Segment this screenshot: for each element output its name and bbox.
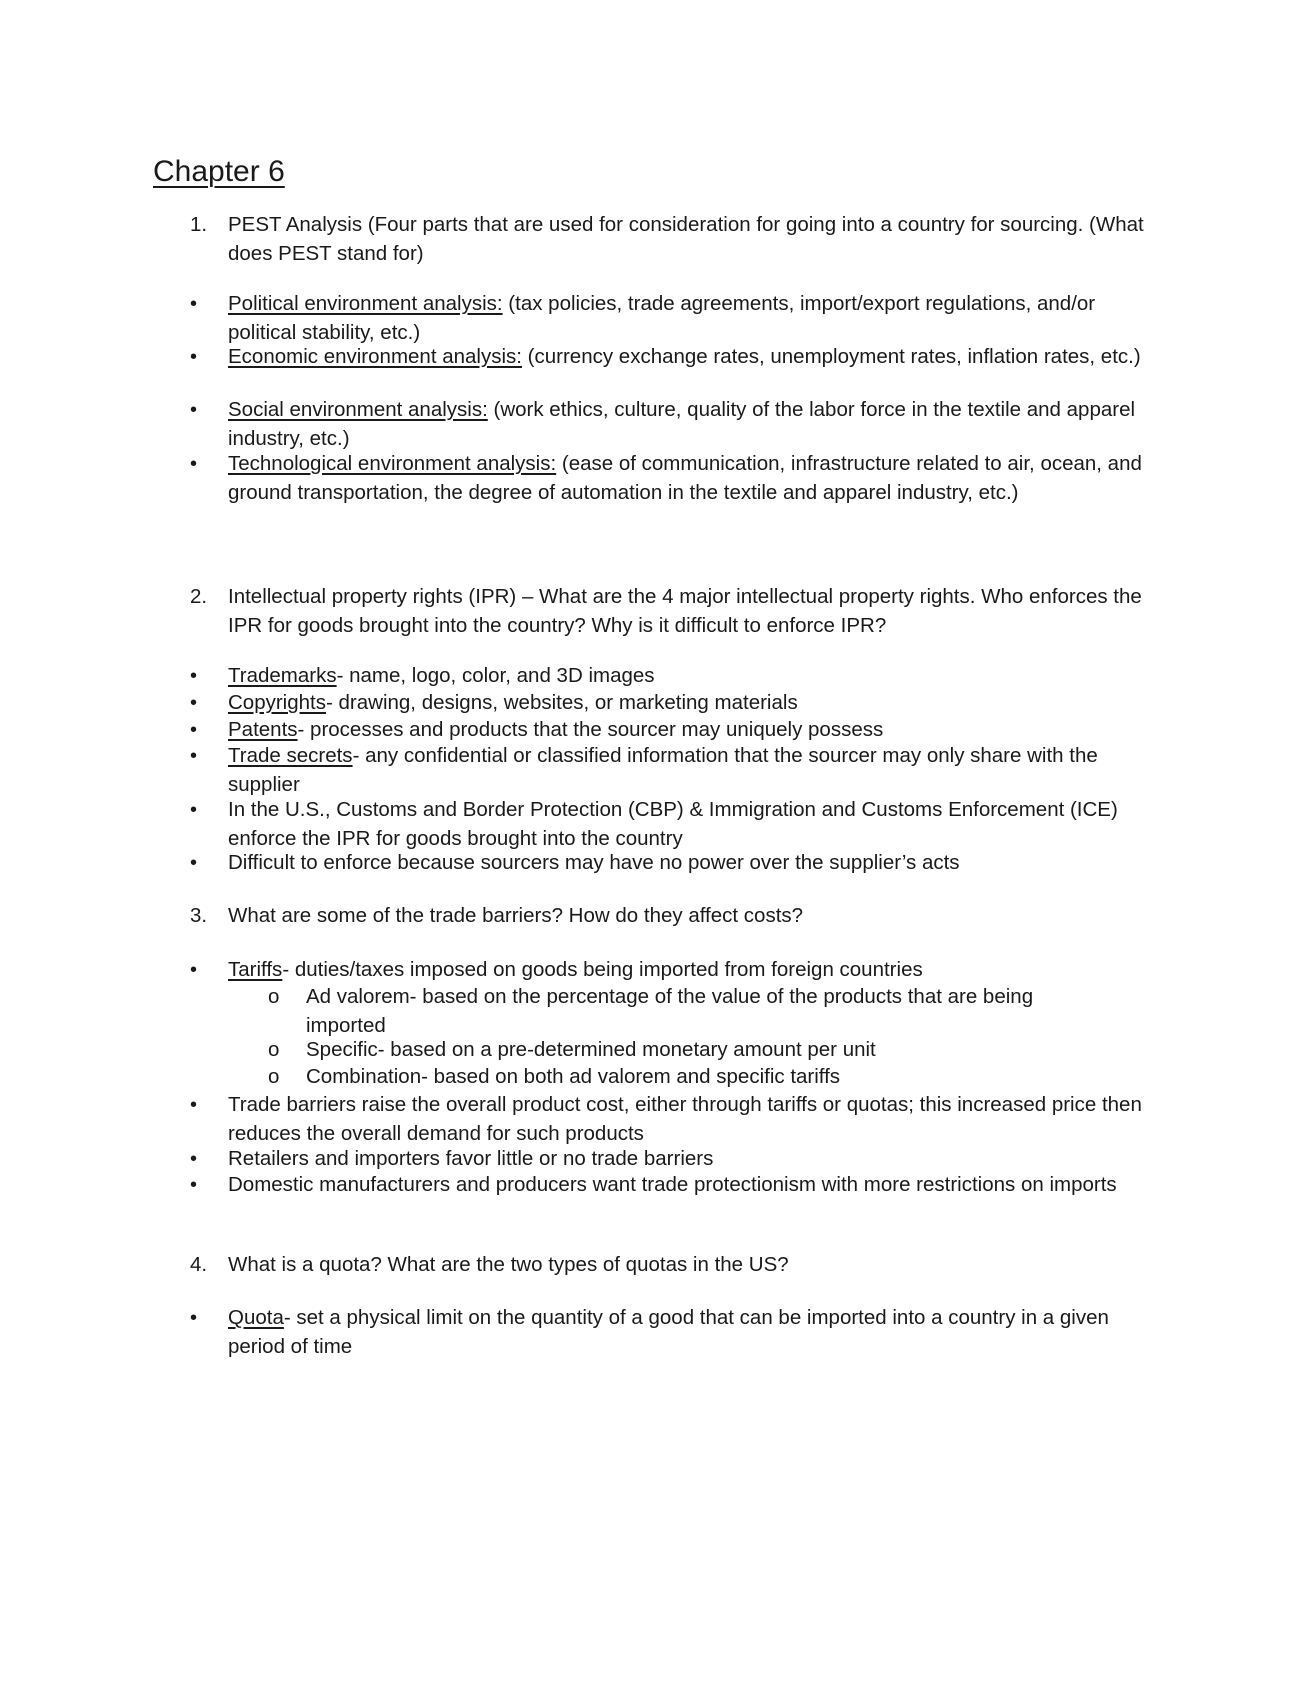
bullet-icon: • [190, 453, 198, 475]
question-text: What are some of the trade barriers? How do they affect costs? [228, 904, 804, 927]
bullet-icon: • [190, 665, 198, 687]
sub-list-item-text: Specific- based on a pre-determined monetary amount per unit [306, 1038, 876, 1061]
list-item [190, 343, 1150, 372]
list-item-text: Retailers and importers favor little or no trade barriers [228, 1147, 714, 1170]
bullet-icon: • [190, 1174, 198, 1196]
term: Quota [228, 1306, 284, 1329]
question-4 [190, 1251, 1150, 1280]
list-item [190, 742, 1150, 799]
list-item-text: In the U.S., Customs and Border Protection (CBP) & Immigration and Customs Enforcement (ICE) enforce the IPR for goods brought into the country [228, 798, 1118, 850]
question-number: 2. [190, 585, 208, 608]
term: Patents [228, 718, 298, 741]
definition: - drawing, designs, websites, or marketing materials [326, 691, 798, 714]
definition: - duties/taxes imposed on goods being imported from foreign countries [282, 958, 923, 981]
definition: (currency exchange rates, unemployment rates, inflation rates, etc.) [521, 345, 1141, 368]
sub-list-item [268, 983, 1098, 1040]
question-text: Intellectual property rights (IPR) – What are the 4 major intellectual property rights. Who enforces the IPR for goods brought into the country? Why is it difficult to enforce IPR? [228, 585, 1142, 637]
sub-list-item-text: Combination- based on both ad valorem and specific tariffs [306, 1065, 841, 1088]
list-item [190, 796, 1150, 853]
sub-list-item-text: Ad valorem- based on the percentage of the value of the products that are being imported [306, 985, 1034, 1037]
term: Political environment analysis: [228, 292, 503, 315]
bullet-icon: • [190, 959, 198, 981]
definition: - processes and products that the sourcer may uniquely possess [297, 718, 884, 741]
bullet-icon: • [190, 799, 198, 821]
question-1 [190, 211, 1150, 268]
bullet-icon: • [190, 399, 198, 421]
question-2 [190, 583, 1150, 640]
sub-list-item [268, 1063, 1098, 1092]
bullet-icon: • [190, 692, 198, 714]
bullet-icon: • [190, 1148, 198, 1170]
bullet-icon: • [190, 745, 198, 767]
list-item-text: Difficult to enforce because sourcers may have no power over the supplier’s acts [228, 851, 960, 874]
sub-list-item [268, 1036, 1098, 1065]
definition: (work ethics, culture, quality of the labor force in the textile and apparel industry, etc.) [228, 398, 1136, 450]
list-item [190, 849, 1150, 878]
list-item [190, 396, 1150, 453]
question-text: What is a quota? What are the two types of quotas in the US? [228, 1253, 789, 1276]
list-item [190, 689, 1150, 718]
bullet-icon: • [190, 293, 198, 315]
definition: (ease of communication, infrastructure related to air, ocean, and ground transportation, the degree of automation in the textile and apparel industry, etc.) [228, 452, 1142, 504]
list-item [190, 716, 1150, 745]
bullet-icon: • [190, 719, 198, 741]
sub-bullet-icon: o [268, 985, 280, 1008]
question-text: PEST Analysis (Four parts that are used for consideration for going into a country for sourcing. (What does PEST stand for) [228, 213, 1144, 265]
term: Trade secrets [228, 744, 353, 767]
list-item [190, 1171, 1150, 1200]
question-number: 3. [190, 904, 208, 927]
list-item [190, 1304, 1150, 1361]
term: Economic environment analysis: [228, 345, 522, 368]
question-3 [190, 902, 1150, 931]
term: Social environment analysis: [228, 398, 488, 421]
list-item [190, 450, 1150, 507]
definition: - name, logo, color, and 3D images [336, 664, 655, 687]
bullet-icon: • [190, 852, 198, 874]
term: Tariffs [228, 958, 283, 981]
list-item-text: Trade barriers raise the overall product cost, either through tariffs or quotas; this increased price then reduces the overall demand for such products [228, 1093, 1142, 1145]
list-item [190, 290, 1150, 347]
question-number: 4. [190, 1253, 208, 1276]
list-item [190, 956, 1150, 985]
sub-bullet-icon: o [268, 1065, 280, 1088]
sub-bullet-icon: o [268, 1038, 280, 1061]
list-item-text: Domestic manufacturers and producers want trade protectionism with more restrictions on imports [228, 1173, 1117, 1196]
question-number: 1. [190, 213, 208, 236]
chapter-title: Chapter 6 [153, 155, 285, 188]
bullet-icon: • [190, 346, 198, 368]
term: Technological environment analysis: [228, 452, 557, 475]
definition: - any confidential or classified information that the sourcer may only share with the supplier [228, 744, 1098, 796]
definition: (tax policies, trade agreements, import/export regulations, and/or political stability, etc.) [228, 292, 1096, 344]
bullet-icon: • [190, 1094, 198, 1116]
list-item [190, 1091, 1150, 1148]
term: Trademarks [228, 664, 337, 687]
definition: - set a physical limit on the quantity of a good that can be imported into a country in a given period of time [228, 1306, 1109, 1358]
list-item [190, 662, 1150, 691]
bullet-icon: • [190, 1307, 198, 1329]
list-item [190, 1145, 1150, 1174]
term: Copyrights [228, 691, 326, 714]
